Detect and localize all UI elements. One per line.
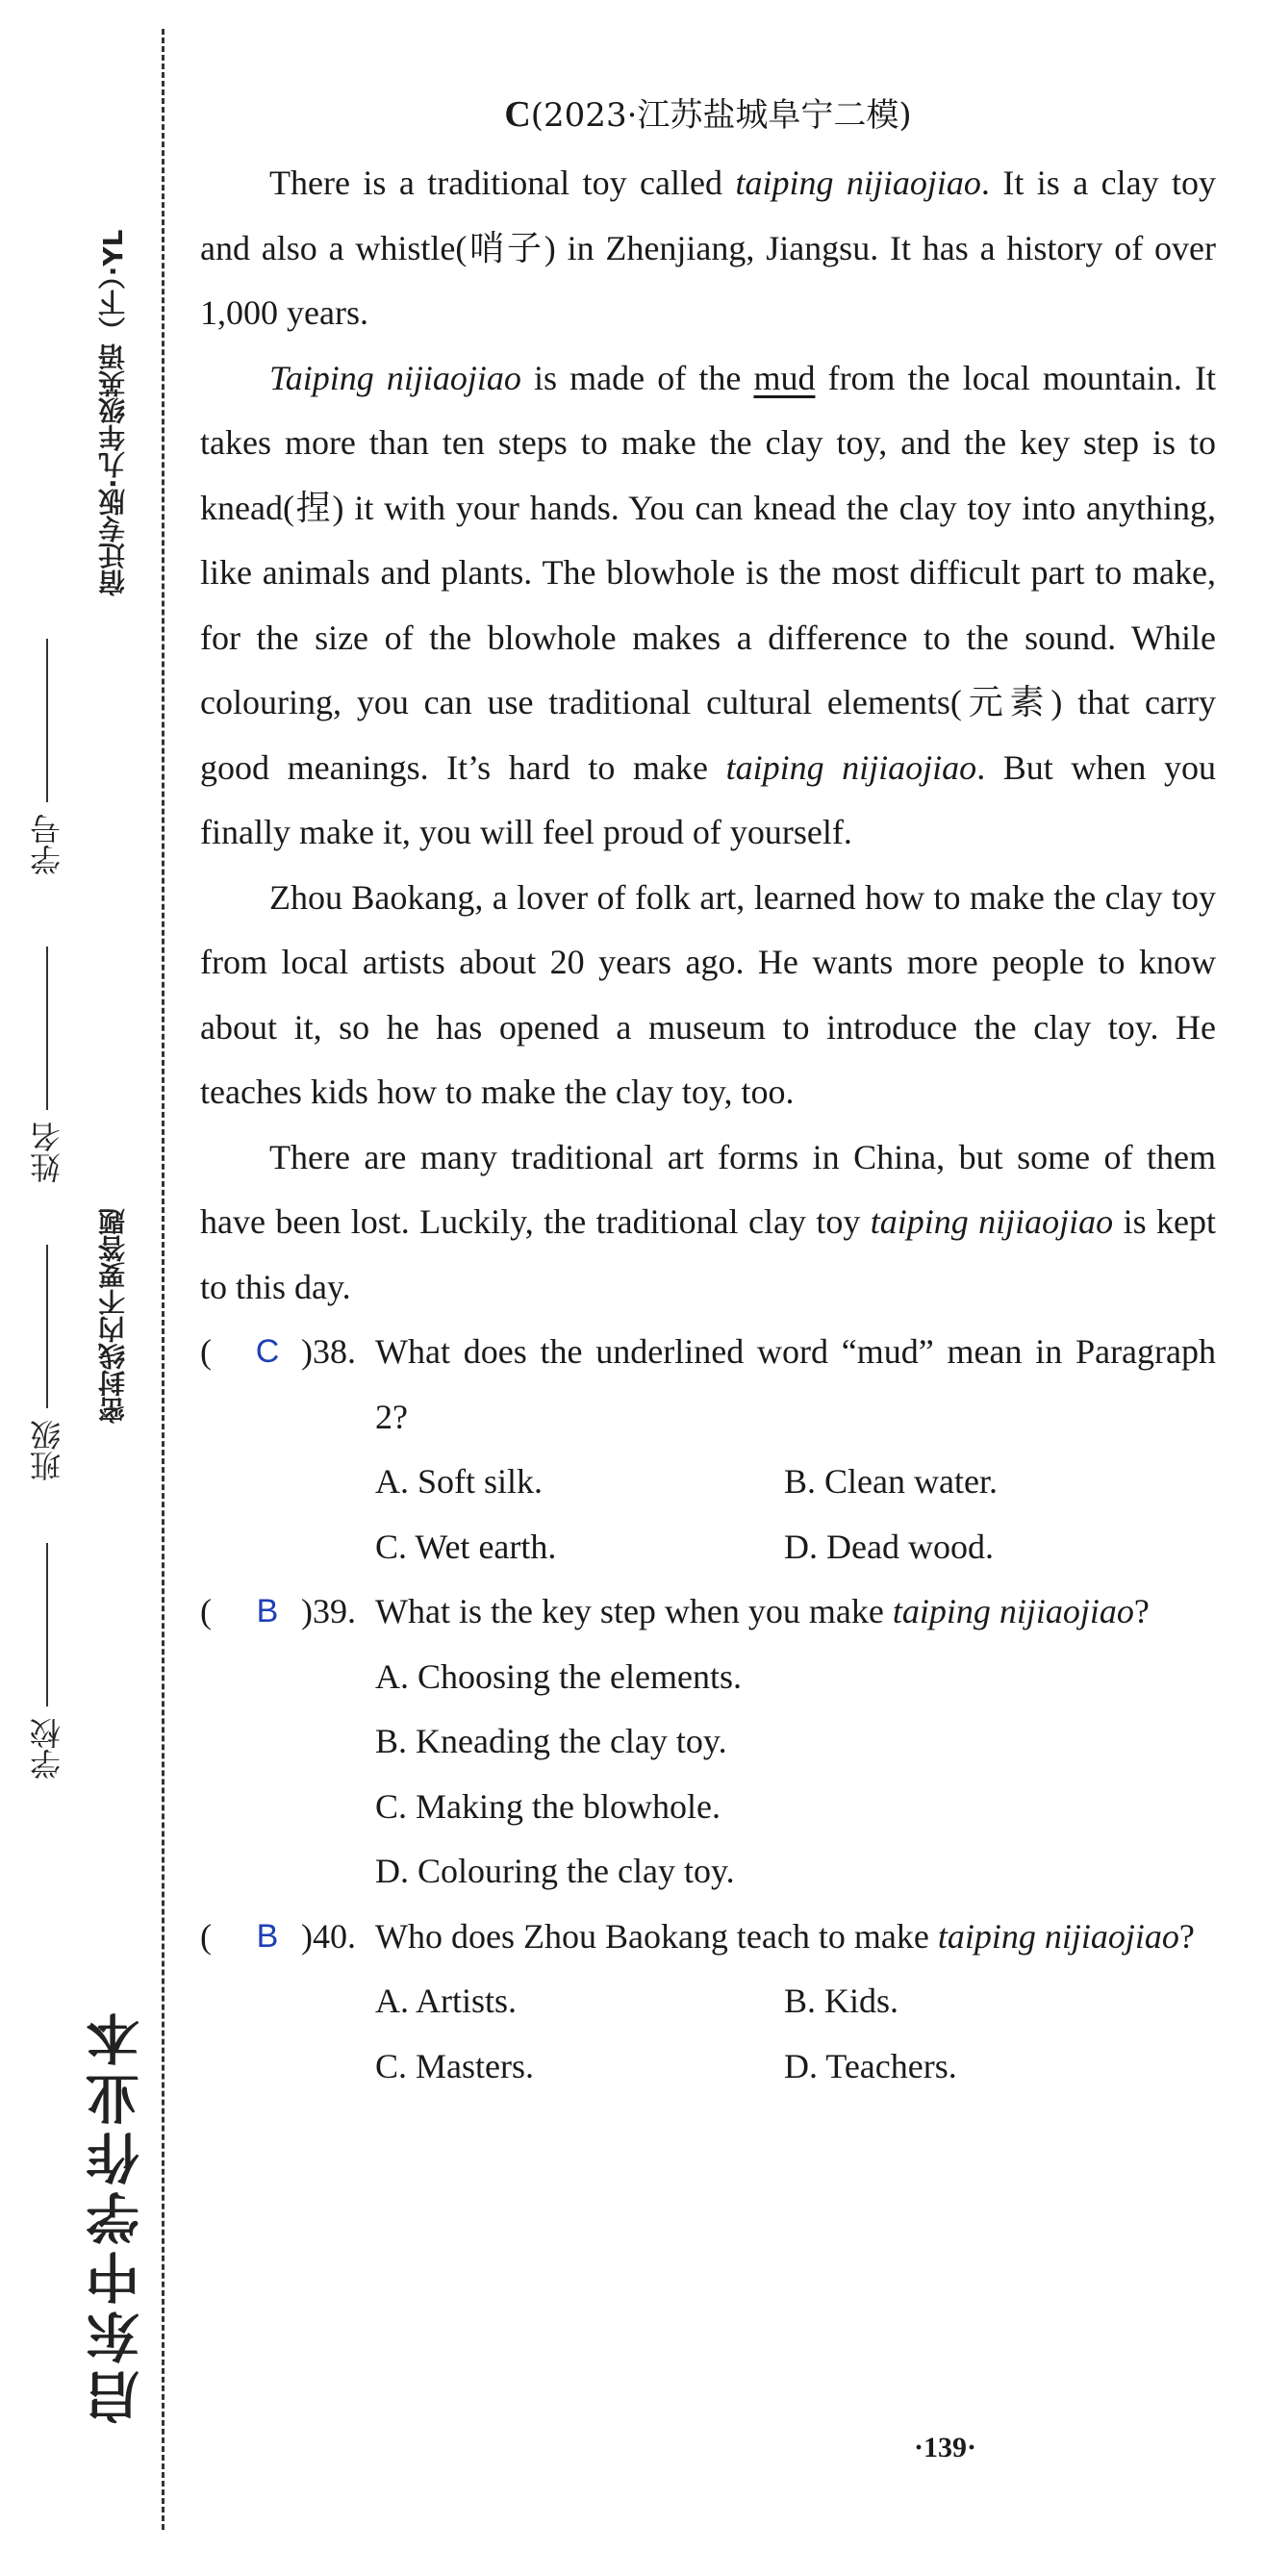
question-stem: Who does Zhou Baokang teach to make taiping nijiaojiao? [375,1916,1195,1956]
option-c: C. Wet earth. [375,1527,557,1566]
seal-line [162,29,164,2530]
question-number: )40. [301,1916,356,1956]
underlined-word-mud: mud [753,358,816,397]
answer-39: B [256,1593,279,1629]
question-38: ( C )38. What does the underlined word “mud” mean in Paragraph 2? [200,1320,1216,1450]
option-b: B. Clean water. [784,1462,998,1501]
series-label: 宿迁专版·九年级英语（下）·YL [97,229,129,596]
option-a: A. Soft silk. [375,1462,544,1501]
page-number: ·139· [914,2432,977,2463]
question-number: )39. [301,1592,356,1630]
student-no-label: 学号 [29,814,65,875]
question-stem: What is the key step when you make taiping nijiaojiao? [375,1592,1150,1630]
option-a: A. Artists. [375,1982,518,2020]
paragraph-4: There are many traditional art forms in China, but some of them have been lost. Luckily, the traditional clay toy taiping nijiaojiao is kept to this day. [200,1137,1217,1306]
seal-warning: 密封线内不要答题 [97,1208,129,1424]
option-d: D. Colouring the clay toy. [375,1852,735,1890]
passage-label: C [504,94,531,135]
paragraph-3: Zhou Baokang, a lover of folk art, learned how to make the clay toy from local artists about 20 years ago. He wants more people to know about it, so he has opened a museum to introduce the clay toy. He teaches kids how to make the clay toy, too. [200,877,1216,1111]
question-40: ( B )40. Who does Zhou Baokang teach to make taiping nijiaojiao? [200,1905,1216,1970]
option-b: B. Kids. [784,1982,899,2020]
question-stem: What does the underlined word “mud” mean in Paragraph 2? [375,1332,1216,1436]
class-label: 班级 [29,1420,65,1481]
option-a: A. Choosing the elements. [375,1656,742,1696]
answer-38: C [255,1333,280,1370]
reading-section [200,88,1216,2099]
option-d: D. Teachers. [784,2046,957,2085]
passage-source: (2023·江苏盐城阜宁二模) [530,96,912,135]
option-c: C. Masters. [375,2046,534,2085]
question-39: ( B )39. What is the key step when you make taiping nijiaojiao? [200,1579,1216,1645]
option-c: C. Making the blowhole. [375,1786,721,1826]
option-d: D. Dead wood. [784,1527,994,1566]
name-field [25,952,69,1183]
school-field [25,1549,69,1780]
options-38 [200,1450,1216,1579]
student-no-blank [46,639,48,802]
paragraph-2: Taiping nijiaojiao is made of the mud from the local mountain. It takes more than ten steps to make the clay toy, and the key step is to knead(捏) it with your hands. You can knead the clay toy into anything, like animals and plants. The blowhole is the most difficult part to make, for the size of the blowhole makes a difference to the sound. While colouring, you can use traditional cultural elements(元素) that carry good meanings. It’s hard to make taiping nijiaojiao. But when you finally make it, you will feel proud of yourself. [200,358,1217,851]
school-label: 学校 [29,1718,65,1780]
name-blank [46,947,48,1110]
name-label: 姓名 [29,1122,65,1183]
options-40 [200,1969,1216,2099]
answer-40: B [256,1917,279,1955]
brand-title: 启东中学作业本 [86,2007,148,2424]
passage-title [200,88,1216,136]
class-field [25,1250,69,1481]
question-number: )38. [301,1332,356,1371]
options-39 [200,1645,1216,1905]
school-blank [46,1543,48,1706]
student-no-field [25,644,69,875]
binding-margin [0,0,192,2576]
option-b: B. Kneading the clay toy. [375,1722,727,1760]
class-blank [46,1245,48,1408]
paragraph-1: There is a traditional toy called taiping nijiaojiao. It is a clay toy and also a whistle(哨子) in Zhenjiang, Jiangsu. It has a history of over 1,000 years. [200,164,1216,332]
